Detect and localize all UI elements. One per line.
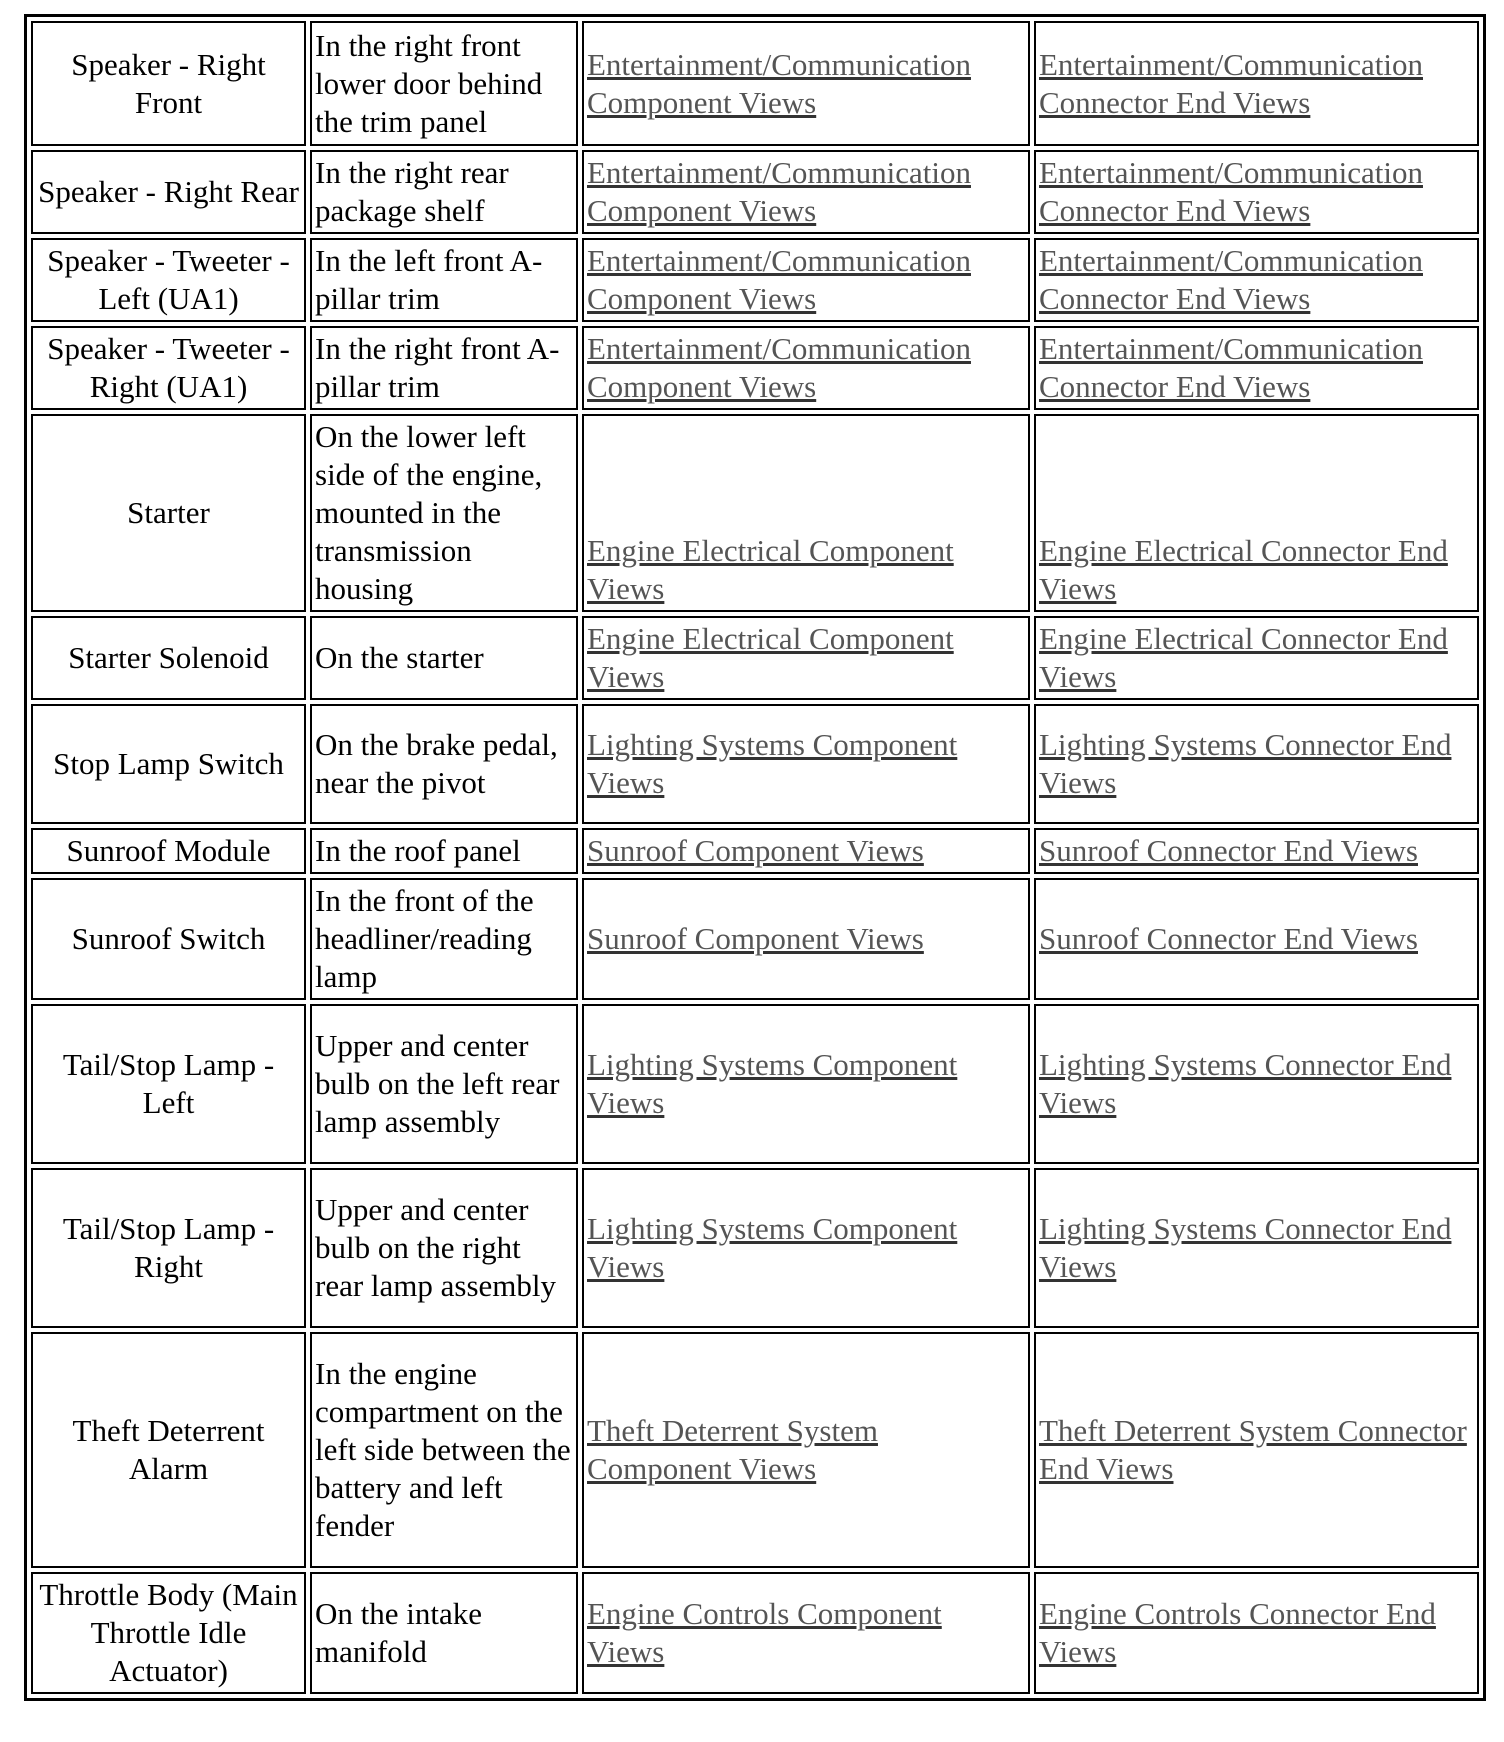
table-row — [31, 1332, 1479, 1568]
table-row — [31, 150, 1479, 234]
connector-views-cell — [1034, 414, 1479, 612]
component-location: In the right front lower door behind the trim panel — [310, 21, 578, 146]
component-views-cell — [582, 1572, 1030, 1694]
component-location: On the intake manifold — [310, 1572, 578, 1694]
table-row — [31, 21, 1479, 146]
component-views-cell — [582, 414, 1030, 612]
component-name: Starter Solenoid — [31, 616, 306, 700]
component-views-link[interactable]: Engine Electrical Component Views — [587, 621, 954, 694]
connector-views-cell — [1034, 704, 1479, 824]
component-views-link[interactable]: Sunroof Component Views — [587, 921, 924, 956]
table-row — [31, 704, 1479, 824]
component-views-cell — [582, 21, 1030, 146]
component-name: Tail/Stop Lamp - Right — [31, 1168, 306, 1328]
connector-end-views-link[interactable]: Sunroof Connector End Views — [1039, 833, 1418, 868]
table-row — [31, 616, 1479, 700]
connector-views-cell — [1034, 21, 1479, 146]
component-location: Upper and center bulb on the right rear lamp assembly — [310, 1168, 578, 1328]
component-views-link[interactable]: Sunroof Component Views — [587, 833, 924, 868]
component-name: Theft Deterrent Alarm — [31, 1332, 306, 1568]
table-row — [31, 414, 1479, 612]
component-views-link[interactable]: Theft Deterrent System Component Views — [587, 1413, 878, 1486]
component-views-cell — [582, 1168, 1030, 1328]
connector-end-views-link[interactable]: Entertainment/Communication Connector End Views — [1039, 46, 1423, 120]
table-row — [31, 828, 1479, 874]
connector-end-views-link[interactable]: Lighting Systems Connector End Views — [1039, 727, 1452, 800]
component-location: In the left front A-pillar trim — [310, 238, 578, 322]
connector-end-views-link[interactable]: Entertainment/Communication Connector End Views — [1039, 243, 1423, 316]
connector-views-cell — [1034, 1332, 1479, 1568]
connector-views-cell — [1034, 238, 1479, 322]
connector-views-cell — [1034, 828, 1479, 874]
component-location: On the brake pedal, near the pivot — [310, 704, 578, 824]
connector-end-views-link[interactable]: Theft Deterrent System Connector End Views — [1039, 1413, 1467, 1486]
component-views-cell — [582, 704, 1030, 824]
component-name: Speaker - Right Rear — [31, 150, 306, 234]
connector-views-cell — [1034, 150, 1479, 234]
connector-end-views-link[interactable]: Engine Controls Connector End Views — [1039, 1596, 1436, 1669]
table-row — [31, 238, 1479, 322]
component-name: Speaker - Tweeter - Right (UA1) — [31, 326, 306, 410]
component-views-cell — [582, 616, 1030, 700]
component-name: Throttle Body (Main Throttle Idle Actuator) — [31, 1572, 306, 1694]
connector-views-cell — [1034, 616, 1479, 700]
component-views-link[interactable]: Lighting Systems Component Views — [587, 1047, 958, 1120]
component-locator-table — [24, 14, 1486, 1701]
component-location: In the front of the headliner/reading lamp — [310, 878, 578, 1000]
connector-end-views-link[interactable]: Engine Electrical Connector End Views — [1039, 621, 1448, 694]
component-views-link[interactable]: Engine Controls Component Views — [587, 1596, 942, 1669]
component-name: Sunroof Switch — [31, 878, 306, 1000]
component-views-link[interactable]: Entertainment/Communication Component Views — [587, 331, 971, 404]
component-location: In the engine compartment on the left side between the battery and left fender — [310, 1332, 578, 1568]
component-views-cell — [582, 1332, 1030, 1568]
table-row — [31, 1004, 1479, 1164]
component-name: Stop Lamp Switch — [31, 704, 306, 824]
connector-end-views-link[interactable]: Engine Electrical Connector End Views — [1039, 533, 1448, 606]
component-views-link[interactable]: Lighting Systems Component Views — [587, 727, 958, 800]
component-views-link[interactable]: Engine Electrical Component Views — [587, 533, 954, 606]
component-location: In the right front A-pillar trim — [310, 326, 578, 410]
component-views-link[interactable]: Entertainment/Communication Component Views — [587, 46, 971, 120]
component-location: In the right rear package shelf — [310, 150, 578, 234]
component-location: In the roof panel — [310, 828, 578, 874]
component-views-cell — [582, 1004, 1030, 1164]
connector-views-cell — [1034, 1004, 1479, 1164]
component-views-link[interactable]: Entertainment/Communication Component Views — [587, 243, 971, 316]
component-views-cell — [582, 326, 1030, 410]
component-views-cell — [582, 878, 1030, 1000]
connector-views-cell — [1034, 1168, 1479, 1328]
component-views-link[interactable]: Lighting Systems Component Views — [587, 1211, 958, 1284]
component-name: Sunroof Module — [31, 828, 306, 874]
component-views-link[interactable]: Entertainment/Communication Component Views — [587, 155, 971, 228]
connector-views-cell — [1034, 1572, 1479, 1694]
connector-end-views-link[interactable]: Lighting Systems Connector End Views — [1039, 1047, 1452, 1120]
connector-end-views-link[interactable]: Lighting Systems Connector End Views — [1039, 1211, 1452, 1284]
component-views-cell — [582, 150, 1030, 234]
connector-views-cell — [1034, 878, 1479, 1000]
connector-end-views-link[interactable]: Entertainment/Communication Connector End Views — [1039, 331, 1423, 404]
connector-end-views-link[interactable]: Entertainment/Communication Connector End Views — [1039, 155, 1423, 228]
table-row — [31, 878, 1479, 1000]
component-name: Speaker - Right Front — [31, 21, 306, 146]
component-name: Speaker - Tweeter - Left (UA1) — [31, 238, 306, 322]
table-row — [31, 326, 1479, 410]
table-row — [31, 1572, 1479, 1694]
component-name: Starter — [31, 414, 306, 612]
table-row — [31, 1168, 1479, 1328]
component-name: Tail/Stop Lamp - Left — [31, 1004, 306, 1164]
component-location: On the starter — [310, 616, 578, 700]
component-locator-table-wrapper — [24, 14, 1474, 1701]
component-views-cell — [582, 828, 1030, 874]
connector-views-cell — [1034, 326, 1479, 410]
component-location: On the lower left side of the engine, mounted in the transmission housing — [310, 414, 578, 612]
connector-end-views-link[interactable]: Sunroof Connector End Views — [1039, 921, 1418, 956]
component-location: Upper and center bulb on the left rear lamp assembly — [310, 1004, 578, 1164]
component-views-cell — [582, 238, 1030, 322]
